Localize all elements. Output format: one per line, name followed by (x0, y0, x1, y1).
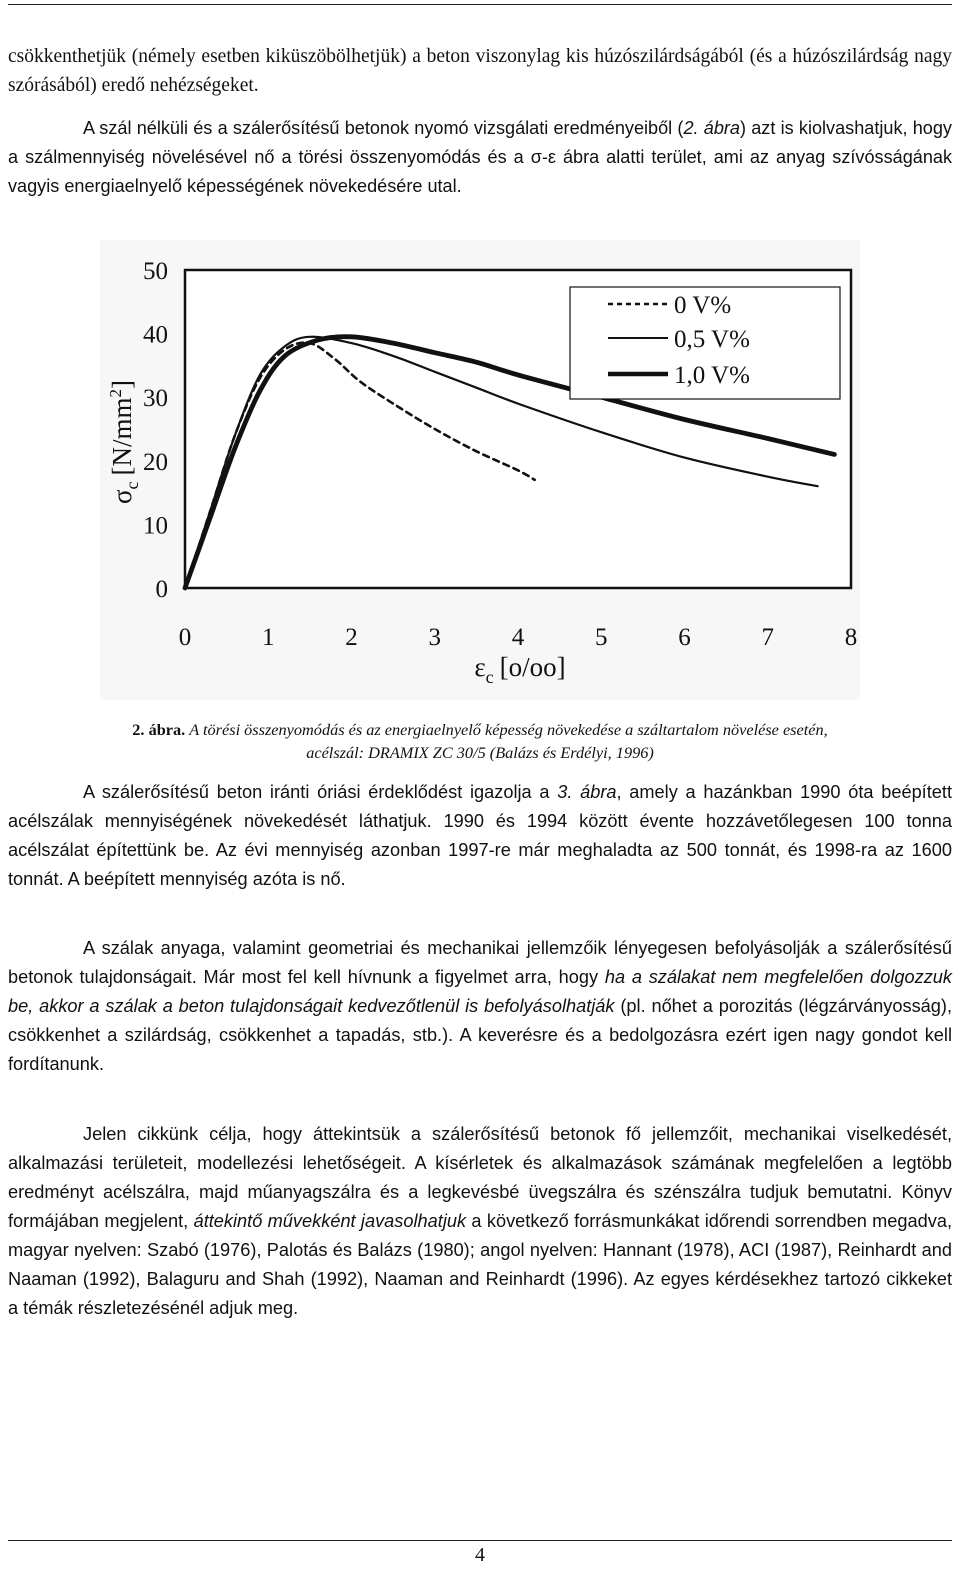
y-tick-label-20: 20 (143, 448, 168, 476)
figure-caption-line-1 (8, 718, 952, 741)
paragraph-5-text-a: Jelen cikkünk célja, hogy áttekintsük a szálerősítésű betonok fő jellemzőit, mechanikai viselkedését, alkalmazási területeit, modellezési lehetőségeit. A kísérletek és alkalmazások számának megfelelően a legtöbb eredményt acélszálra, majd műanyagszálra és a legkevésbé üvegszálra és szénszálra tudjuk bemutatni. Könyv formájában megjelent, (8, 1124, 952, 1231)
paragraph-2-text-b: ) azt is kiolvashatjuk, hogy a szálmennyiség növelésével nő a törési összenyomódás és a σ-ε ábra alatti terület, ami az anyag szívósságának vagyis energiaelnyelő képességének növekedésére utal. (8, 118, 952, 196)
legend-label-0: 0 V% (674, 292, 732, 319)
top-rule (8, 4, 952, 5)
paragraph-3-text-a: A szálerősítésű beton iránti óriási érdeklődést igazolja a (83, 782, 558, 802)
y-tick-label-30: 30 (143, 385, 168, 413)
paragraph-4-text-a: A szálak anyaga, valamint geometriai és mechanikai jellemzőik lényegesen befolyásolják a szálerősítésű betonok tulajdonságait. Már most fel kell hívnunk a figyelmet arra, hogy (8, 938, 952, 987)
x-tick-label-6: 6 (678, 624, 691, 651)
x-tick-label-5: 5 (595, 624, 608, 651)
paragraph-3-figure-ref: 3. ábra (557, 782, 617, 802)
page-number: 4 (475, 1544, 485, 1566)
figure-number: 2. ábra. (132, 720, 186, 739)
paragraph-1-text: csökkenthetjük (némely esetben kiküszöbölhetjük) a beton viszonylag kis húzószilárdságából (és a húzószilárdság nagy szórásából) eredő nehézségeket. (8, 46, 952, 96)
x-axis-label: $\varepsilon_c$ [o/oo] (474, 652, 566, 687)
x-tick-label-1: 1 (262, 624, 275, 651)
y-tick-label-10: 10 (143, 512, 168, 540)
paragraph-5 (8, 1120, 952, 1323)
paragraph-2-text-a: A szál nélküli és a szálerősítésű betonok nyomó vizsgálati eredményeiből ( (83, 118, 684, 138)
y-tick-label-40: 40 (143, 321, 168, 349)
y-axis-label: $\sigma_c[N/mm^2]$ (106, 379, 142, 505)
paragraph-3-text-b: , amely a hazánkban 1990 óta beépített acélszálak mennyiségének növekedését láthatjuk. 1990 és 1994 között évente hozzávetőlegesen 100 tonna acélszálat építettünk be. Az évi mennyiség azonban 1997-re már meghaladta az 500 tonnát, és 1998-ra az 1600 tonnát. A beépített mennyiség azóta is nő. (8, 782, 953, 889)
figure-caption-source: acélszál: DRAMIX ZC 30/5 (Balázs és Erdélyi, 1996) (306, 743, 654, 762)
paragraph-3 (8, 778, 952, 894)
paragraph-5-italic: áttekintő művekként javasolhatjuk (193, 1211, 467, 1231)
x-tick-label-0: 0 (178, 624, 192, 651)
paragraph-4 (8, 934, 952, 1079)
x-tick-label-8: 8 (844, 624, 858, 651)
figure-caption-text: A törési összenyomódás és az energiaelnyelő képesség növekedése a száltartalom növelése esetén, (189, 720, 828, 739)
stress-strain-chart (100, 240, 860, 700)
x-tick-label-3: 3 (428, 624, 441, 651)
y-tick-label-0: 0 (155, 576, 168, 603)
paragraph-2-figure-ref: 2. ábra (683, 118, 740, 138)
paragraph-1 (8, 42, 952, 100)
paragraph-2 (8, 114, 952, 201)
paragraph-5-text-b: a következő forrásmunkákat időrendi sorrendben megadva, magyar nyelven: Szabó (1976), Palotás és Balázs (1980); angol nyelven: Hannant (1978), ACI (1987), Reinhardt and Naaman (1992), Balaguru and Shah (1992), Naaman and Reinhardt (1996). Az egyes kérdésekhez tartozó cikkeket a témák részletezésénél adjuk meg. (8, 1211, 953, 1318)
paragraph-4-italic: ha a szálakat nem megfelelően dolgozzuk be, akkor a szálak a beton tulajdonságait kedvezőtlenül is befolyásolhatják (8, 967, 953, 1016)
y-tick-label-50: 50 (143, 258, 168, 285)
x-tick-label-7: 7 (761, 624, 774, 651)
x-tick-label-2: 2 (345, 624, 358, 651)
figure-caption-line-2 (8, 741, 952, 764)
legend-label-2: 1,0 V% (674, 362, 750, 389)
legend (570, 287, 840, 399)
paragraph-4-text-b: (pl. nőhet a porozitás (légzárványosság), csökkenhet a szilárdság, csökkenhet a tapadás, stb.). A keverésre és a bedolgozásra ezért igen nagy gondot kell fordítanunk. (8, 996, 953, 1074)
x-tick-label-4: 4 (511, 624, 525, 651)
bottom-rule (8, 1540, 952, 1541)
legend-label-1: 0,5 V% (674, 326, 750, 353)
